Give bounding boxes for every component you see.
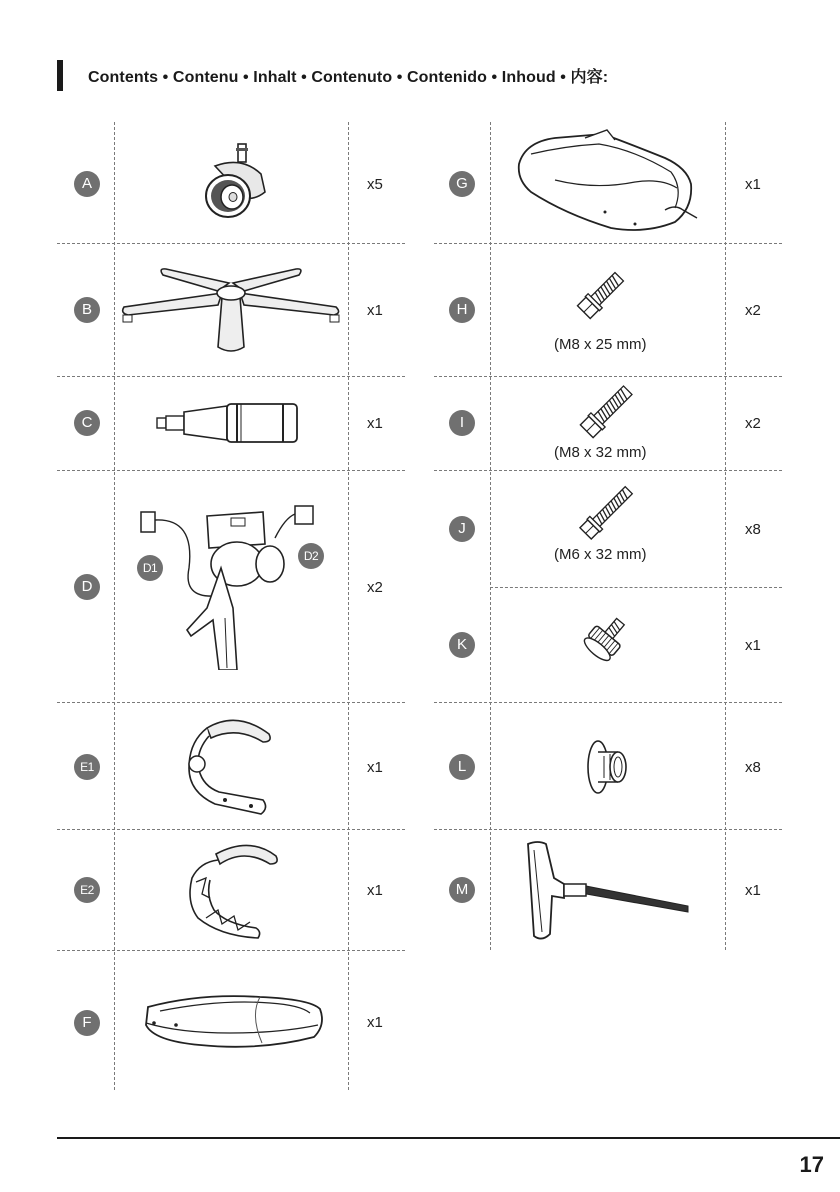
quantity: x1: [367, 882, 383, 899]
part-label-e1: E1: [74, 754, 100, 780]
caster-wheel-icon: [195, 140, 275, 225]
quantity: x1: [367, 415, 383, 432]
quantity: x1: [745, 882, 761, 899]
cap-bushing-icon: [582, 738, 632, 796]
part-label-h: H: [449, 297, 475, 323]
quantity: x2: [745, 302, 761, 319]
footer-rule: [57, 1137, 840, 1139]
part-label-m: M: [449, 877, 475, 903]
knob-screw-icon: [575, 614, 635, 669]
part-label-i: I: [449, 410, 475, 436]
part-label-b: B: [74, 297, 100, 323]
sub-label-d2: D2: [298, 543, 324, 569]
part-label-a: A: [74, 171, 100, 197]
quantity: x2: [367, 579, 383, 596]
part-label-l: L: [449, 754, 475, 780]
part-label-c: C: [74, 410, 100, 436]
quantity: x2: [745, 415, 761, 432]
allen-key-icon: [522, 838, 692, 946]
part-label-k: K: [449, 632, 475, 658]
page-title: Contents • Contenu • Inhalt • Contenuto • Contenido • Inhoud • 内容:: [88, 69, 609, 86]
part-label-g: G: [449, 171, 475, 197]
quantity: x5: [367, 176, 383, 193]
bolt-spec: (M6 x 32 mm): [554, 546, 647, 563]
backrest-icon: [515, 128, 700, 238]
bolt-icon: [568, 268, 628, 328]
quantity: x8: [745, 759, 761, 776]
part-label-f: F: [74, 1010, 100, 1036]
part-label-j: J: [449, 516, 475, 542]
part-label-d: D: [74, 574, 100, 600]
bolt-icon: [566, 480, 642, 550]
seat-cushion-icon: [140, 985, 325, 1055]
armrest-left-icon: [185, 712, 275, 820]
quantity: x1: [745, 637, 761, 654]
quantity: x8: [745, 521, 761, 538]
bolt-spec: (M8 x 25 mm): [554, 336, 647, 353]
quantity: x1: [745, 176, 761, 193]
tilt-mechanism-icon: [135, 498, 330, 670]
title-marker: [57, 60, 63, 91]
bolt-icon: [568, 380, 638, 450]
gas-lift-cylinder-icon: [155, 400, 305, 446]
quantity: x1: [367, 302, 383, 319]
armrest-right-icon: [180, 838, 280, 944]
chair-base-icon: [118, 263, 344, 355]
page-number: 17: [799, 1152, 824, 1177]
sub-label-d1: D1: [137, 555, 163, 581]
quantity: x1: [367, 759, 383, 776]
bolt-spec: (M8 x 32 mm): [554, 444, 647, 461]
quantity: x1: [367, 1014, 383, 1031]
part-label-e2: E2: [74, 877, 100, 903]
